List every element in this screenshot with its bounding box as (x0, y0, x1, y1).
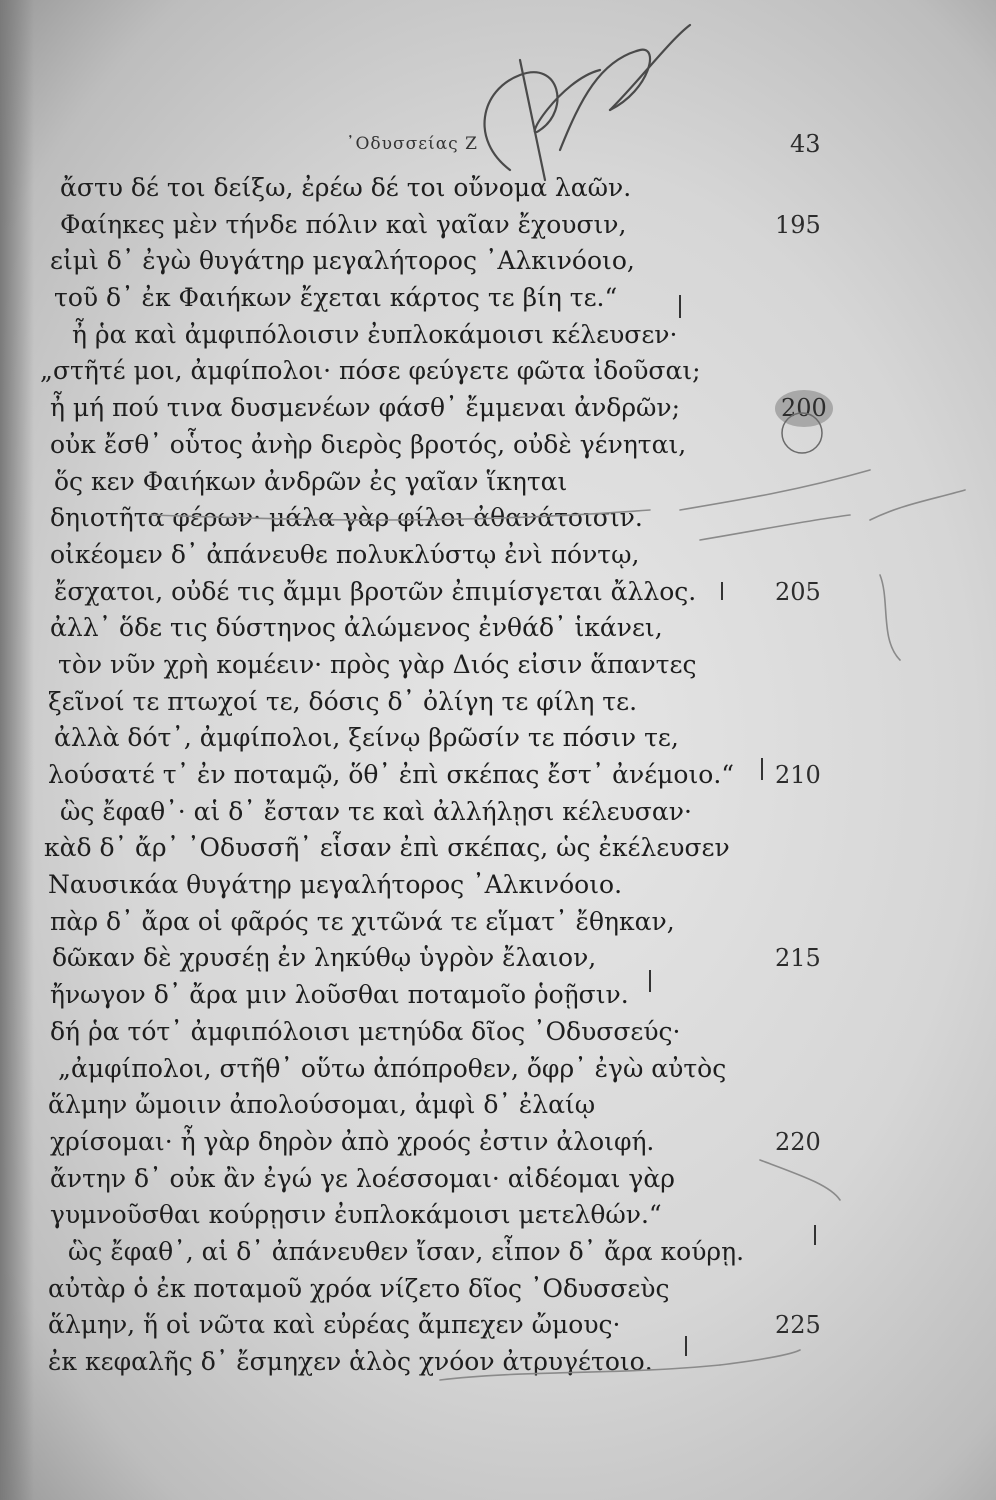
verse-line-text: δηιοτῆτα φέρων· μάλα γὰρ φίλοι ἀθανάτοισιν. (50, 503, 643, 533)
verse-line (0, 207, 996, 244)
line-number: 225 (775, 1311, 821, 1340)
verse-line (0, 427, 996, 464)
verse-line-text: ἄντην δ᾿ οὐκ ἂν ἐγώ γε λοέσσομαι· αἰδέομαι γὰρ (50, 1163, 675, 1193)
verse-line-text: „ἀμφίπολοι, στῆθ᾿ οὕτω ἀπόπροθεν, ὄφρ᾿ ἐγὼ αὐτὸς (58, 1053, 727, 1083)
verse-line-text: ἦ μή πού τινα δυσμενέων φάσθ᾿ ἔμμεναι ἀνδρῶν; (50, 393, 681, 423)
page-number: 43 (790, 130, 821, 158)
verse-line-text: οἰκέομεν δ᾿ ἀπάνευθε πολυκλύστῳ ἐνὶ πόντῳ, (50, 539, 640, 569)
verse-line-text: γυμνοῦσθαι κούρῃσιν ἐυπλοκάμοισι μετελθών.“ (50, 1200, 662, 1230)
verse-line-text: ἀλλὰ δότ᾿, ἀμφίπολοι, ξείνῳ βρῶσίν τε πόσιν τε, (54, 723, 679, 753)
line-number: 205 (775, 577, 821, 606)
verse-line (0, 794, 996, 831)
verse-line (0, 574, 996, 611)
line-number: 220 (775, 1127, 821, 1156)
line-number: 200 (775, 390, 833, 427)
verse-line (0, 243, 996, 280)
verse-line-text: κὰδ δ᾿ ἄρ᾿ ᾿Οδυσσῆ᾿ εἷσαν ἐπὶ σκέπας, ὡς ἐκέλευσεν (44, 833, 730, 863)
verse-line (0, 170, 996, 207)
verse-line (0, 390, 996, 427)
verse-line (0, 940, 996, 977)
verse-line (0, 1307, 996, 1344)
line-number: 210 (775, 761, 821, 789)
verse-line-text: ἀλλ᾿ ὅδε τις δύστηνος ἀλώμενος ἐνθάδ᾿ ἱκάνει, (50, 613, 663, 643)
verse-line (0, 464, 996, 501)
verse-line (0, 1087, 996, 1124)
verse-line-text: ἄστυ δέ τοι δείξω, ἐρέω δέ τοι οὔνομα λαῶν. (60, 173, 632, 202)
verse-line-text: οὐκ ἔσθ᾿ οὗτος ἀνὴρ διερὸς βροτός, οὐδὲ γένηται, (50, 429, 687, 459)
verse-line-text: ὣς ἔφαθ᾿· αἱ δ᾿ ἔσταν τε καὶ ἀλλήλῃσι κέλευσαν· (60, 796, 692, 826)
verse-line (0, 904, 996, 941)
verse-line (0, 1197, 996, 1234)
verse-line (0, 830, 996, 867)
verse-line (0, 280, 996, 317)
verse-line-text: λούσατέ τ᾿ ἐν ποταμῷ, ὅθ᾿ ἐπὶ σκέπας ἔστ᾿ ἀνέμοιο.“ (48, 760, 735, 789)
verse-line (0, 1014, 996, 1051)
verse-line (0, 720, 996, 757)
verse-line-text: εἰμὶ δ᾿ ἐγὼ θυγάτηρ μεγαλήτορος ᾿Αλκινόοιο, (50, 246, 635, 276)
verse-line (0, 500, 996, 537)
verse-line-text: πὰρ δ᾿ ἄρα οἱ φᾶρός τε χιτῶνά τε εἵματ᾿ ἔθηκαν, (50, 906, 675, 936)
line-number: 215 (775, 944, 821, 973)
page-header (0, 130, 996, 164)
verse-line-text: Ναυσικάα θυγάτηρ μεγαλήτορος ᾿Αλκινόοιο. (48, 870, 623, 900)
verse-line-text: ἅλμην ὤμοιιν ἀπολούσομαι, ἀμφὶ δ᾿ ἐλαίῳ (48, 1090, 596, 1120)
verse-line (0, 610, 996, 647)
verse-line (0, 757, 996, 794)
line-number: 195 (775, 210, 821, 239)
verse-line-text: ὅς κεν Φαιήκων ἀνδρῶν ἐς γαῖαν ἵκηται (54, 466, 568, 496)
verse-line (0, 1124, 996, 1161)
verse-line-text: ἤνωγον δ᾿ ἄρα μιν λοῦσθαι ποταμοῖο ῥοῇσιν. (50, 980, 629, 1010)
verse-text (0, 170, 996, 1381)
verse-line-text: Φαίηκες μὲν τήνδε πόλιν καὶ γαῖαν ἔχουσιν, (60, 209, 627, 239)
verse-line-text: χρίσομαι· ἦ γὰρ δηρὸν ἀπὸ χροός ἐστιν ἀλοιφή. (50, 1126, 655, 1156)
verse-line (0, 977, 996, 1014)
verse-line-text: ἔσχατοι, οὐδέ τις ἄμμι βροτῶν ἐπιμίσγεται ἄλλος. (54, 576, 697, 606)
running-title: ᾿Οδυσσείας Ζ (346, 134, 478, 154)
verse-line (0, 684, 996, 721)
verse-line (0, 1161, 996, 1198)
verse-line (0, 647, 996, 684)
verse-line (0, 1271, 996, 1308)
verse-line-text: ἐκ κεφαλῆς δ᾿ ἔσμηχεν ἁλὸς χνόον ἀτρυγέτοιο. (48, 1347, 653, 1376)
verse-line (0, 1051, 996, 1088)
verse-line-text: αὐτὰρ ὁ ἐκ ποταμοῦ χρόα νίζετο δῖος ᾿Οδυσσεὺς (48, 1273, 670, 1303)
verse-line-text: ἅλμην, ἥ οἱ νῶτα καὶ εὐρέας ἄμπεχεν ὤμους· (48, 1310, 621, 1340)
verse-line-text: δῶκαν δὲ χρυσέῃ ἐν ληκύθῳ ὑγρὸν ἔλαιον, (52, 943, 597, 973)
verse-line-text: δή ῥα τότ᾿ ἀμφιπόλοισι μετηύδα δῖος ᾿Οδυσσεύς· (50, 1016, 681, 1046)
verse-line-text: ἦ ῥα καὶ ἀμφιπόλοισιν ἐυπλοκάμοισι κέλευσεν· (72, 319, 678, 349)
verse-line (0, 1344, 996, 1381)
verse-line (0, 537, 996, 574)
verse-line (0, 867, 996, 904)
verse-line-text: ξεῖνοί τε πτωχοί τε, δόσις δ᾿ ὀλίγη τε φίλη τε. (48, 686, 638, 716)
verse-line-text: τοῦ δ᾿ ἐκ Φαιήκων ἔχεται κάρτος τε βίη τε.“ (54, 283, 618, 313)
verse-line-text: τὸν νῦν χρὴ κομέειν· πρὸς γὰρ Διός εἰσιν ἅπαντες (58, 649, 697, 679)
verse-line-text: „στῆτέ μοι, ἀμφίπολοι· πόσε φεύγετε φῶτα ἰδοῦσαι; (40, 356, 701, 386)
verse-line (0, 1234, 996, 1271)
verse-line (0, 317, 996, 354)
verse-line (0, 353, 996, 390)
verse-line-text: ὣς ἔφαθ᾿, αἱ δ᾿ ἀπάνευθεν ἴσαν, εἶπον δ᾿ ἄρα κούρῃ. (68, 1236, 745, 1266)
